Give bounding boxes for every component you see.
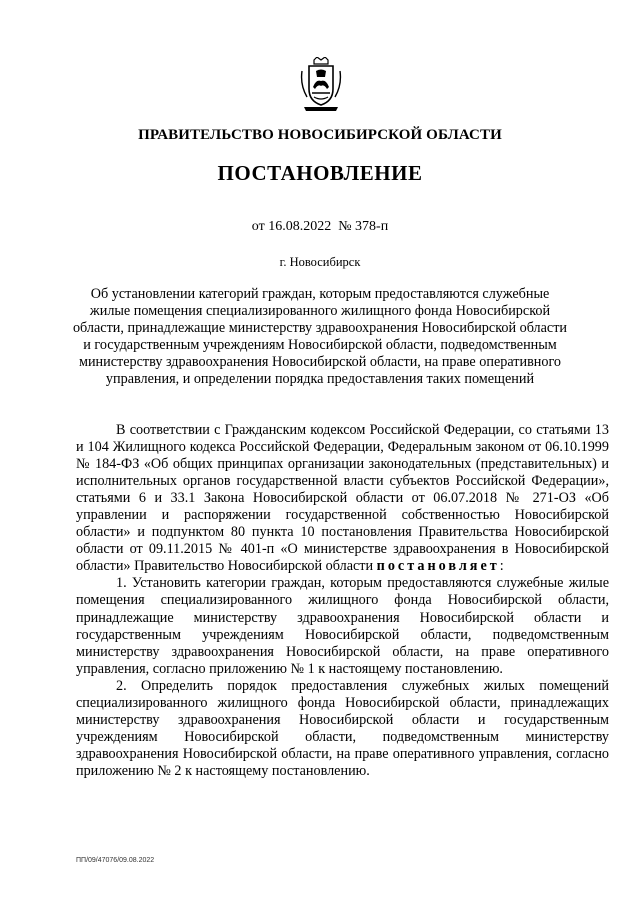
date-number-line (0, 219, 640, 235)
document-title: Об установлении категорий граждан, которым предоставляются служебные жилые помещения специализированного жилищного фонда Новосибирской области, принадлежащие министерству здравоохранения Новосибирской области и государственным учреждениям Новосибирской области, подведомственным министерству здравоохранения Новосибирской области, на праве оперативного управления, и определении порядка предоставления таких помещений (72, 286, 568, 387)
document-footer-code: ПП/09/47076/09.08.2022 (76, 857, 155, 864)
preamble-paragraph (76, 422, 609, 575)
decree-colon: : (499, 558, 504, 575)
decree-word: постановляет (376, 558, 500, 575)
organization-name: ПРАВИТЕЛЬСТВО НОВОСИБИРСКОЙ ОБЛАСТИ (138, 127, 502, 143)
item-paragraph-2: 2. Определить порядок предоставления служебных жилых помещений специализированного жилищного фонда Новосибирской области, принадлежащих министерству здравоохранения Новосибирской области и государственным учреждениям Новосибирской области, подведомственным министерству здравоохранения Новосибирской области, на праве оперативного управления, согласно приложению № 2 к настоящему постановлению. (76, 677, 609, 779)
coat-of-arms-emblem (300, 57, 342, 112)
document-city: г. Новосибирск (279, 255, 361, 269)
document-number: № 378-п (338, 219, 389, 234)
document-type: ПОСТАНОВЛЕНИЕ (217, 161, 423, 185)
item-paragraph-1: 1. Установить категории граждан, которым предоставляются служебные жилые помещения специализированного жилищного фонда Новосибирской области, принадлежащие министерству здравоохранения Новосибирской области и государственным учреждениям Новосибирской области, подведомственным министерству здравоохранения Новосибирской области, на праве оперативного управления, согласно приложению № 1 к настоящему постановлению. (76, 575, 609, 677)
document-date: от 16.08.2022 (251, 219, 332, 234)
preamble-text: В соответствии с Гражданским кодексом Российской Федерации, со статьями 13 и 104 Жилищного кодекса Российской Федерации, Федеральным законом от 06.10.1999 № 184-ФЗ «Об общих принципах организации законодательных (представительных) и исполнительных органов государственной власти субъектов Российской Федерации», статьями 6 и 33.1 Закона Новосибирской области от 06.07.2018 № 271-ОЗ «Об управлении и распоряжении государственной собственностью Новосибирской области» и подпунктом 80 пункта 10 постановления Правительства Новосибирской области от 09.11.2015 № 401-п «О министерстве здравоохранения в Новосибирской области» Правительство Новосибирской области (76, 422, 609, 575)
document-body (76, 422, 609, 780)
